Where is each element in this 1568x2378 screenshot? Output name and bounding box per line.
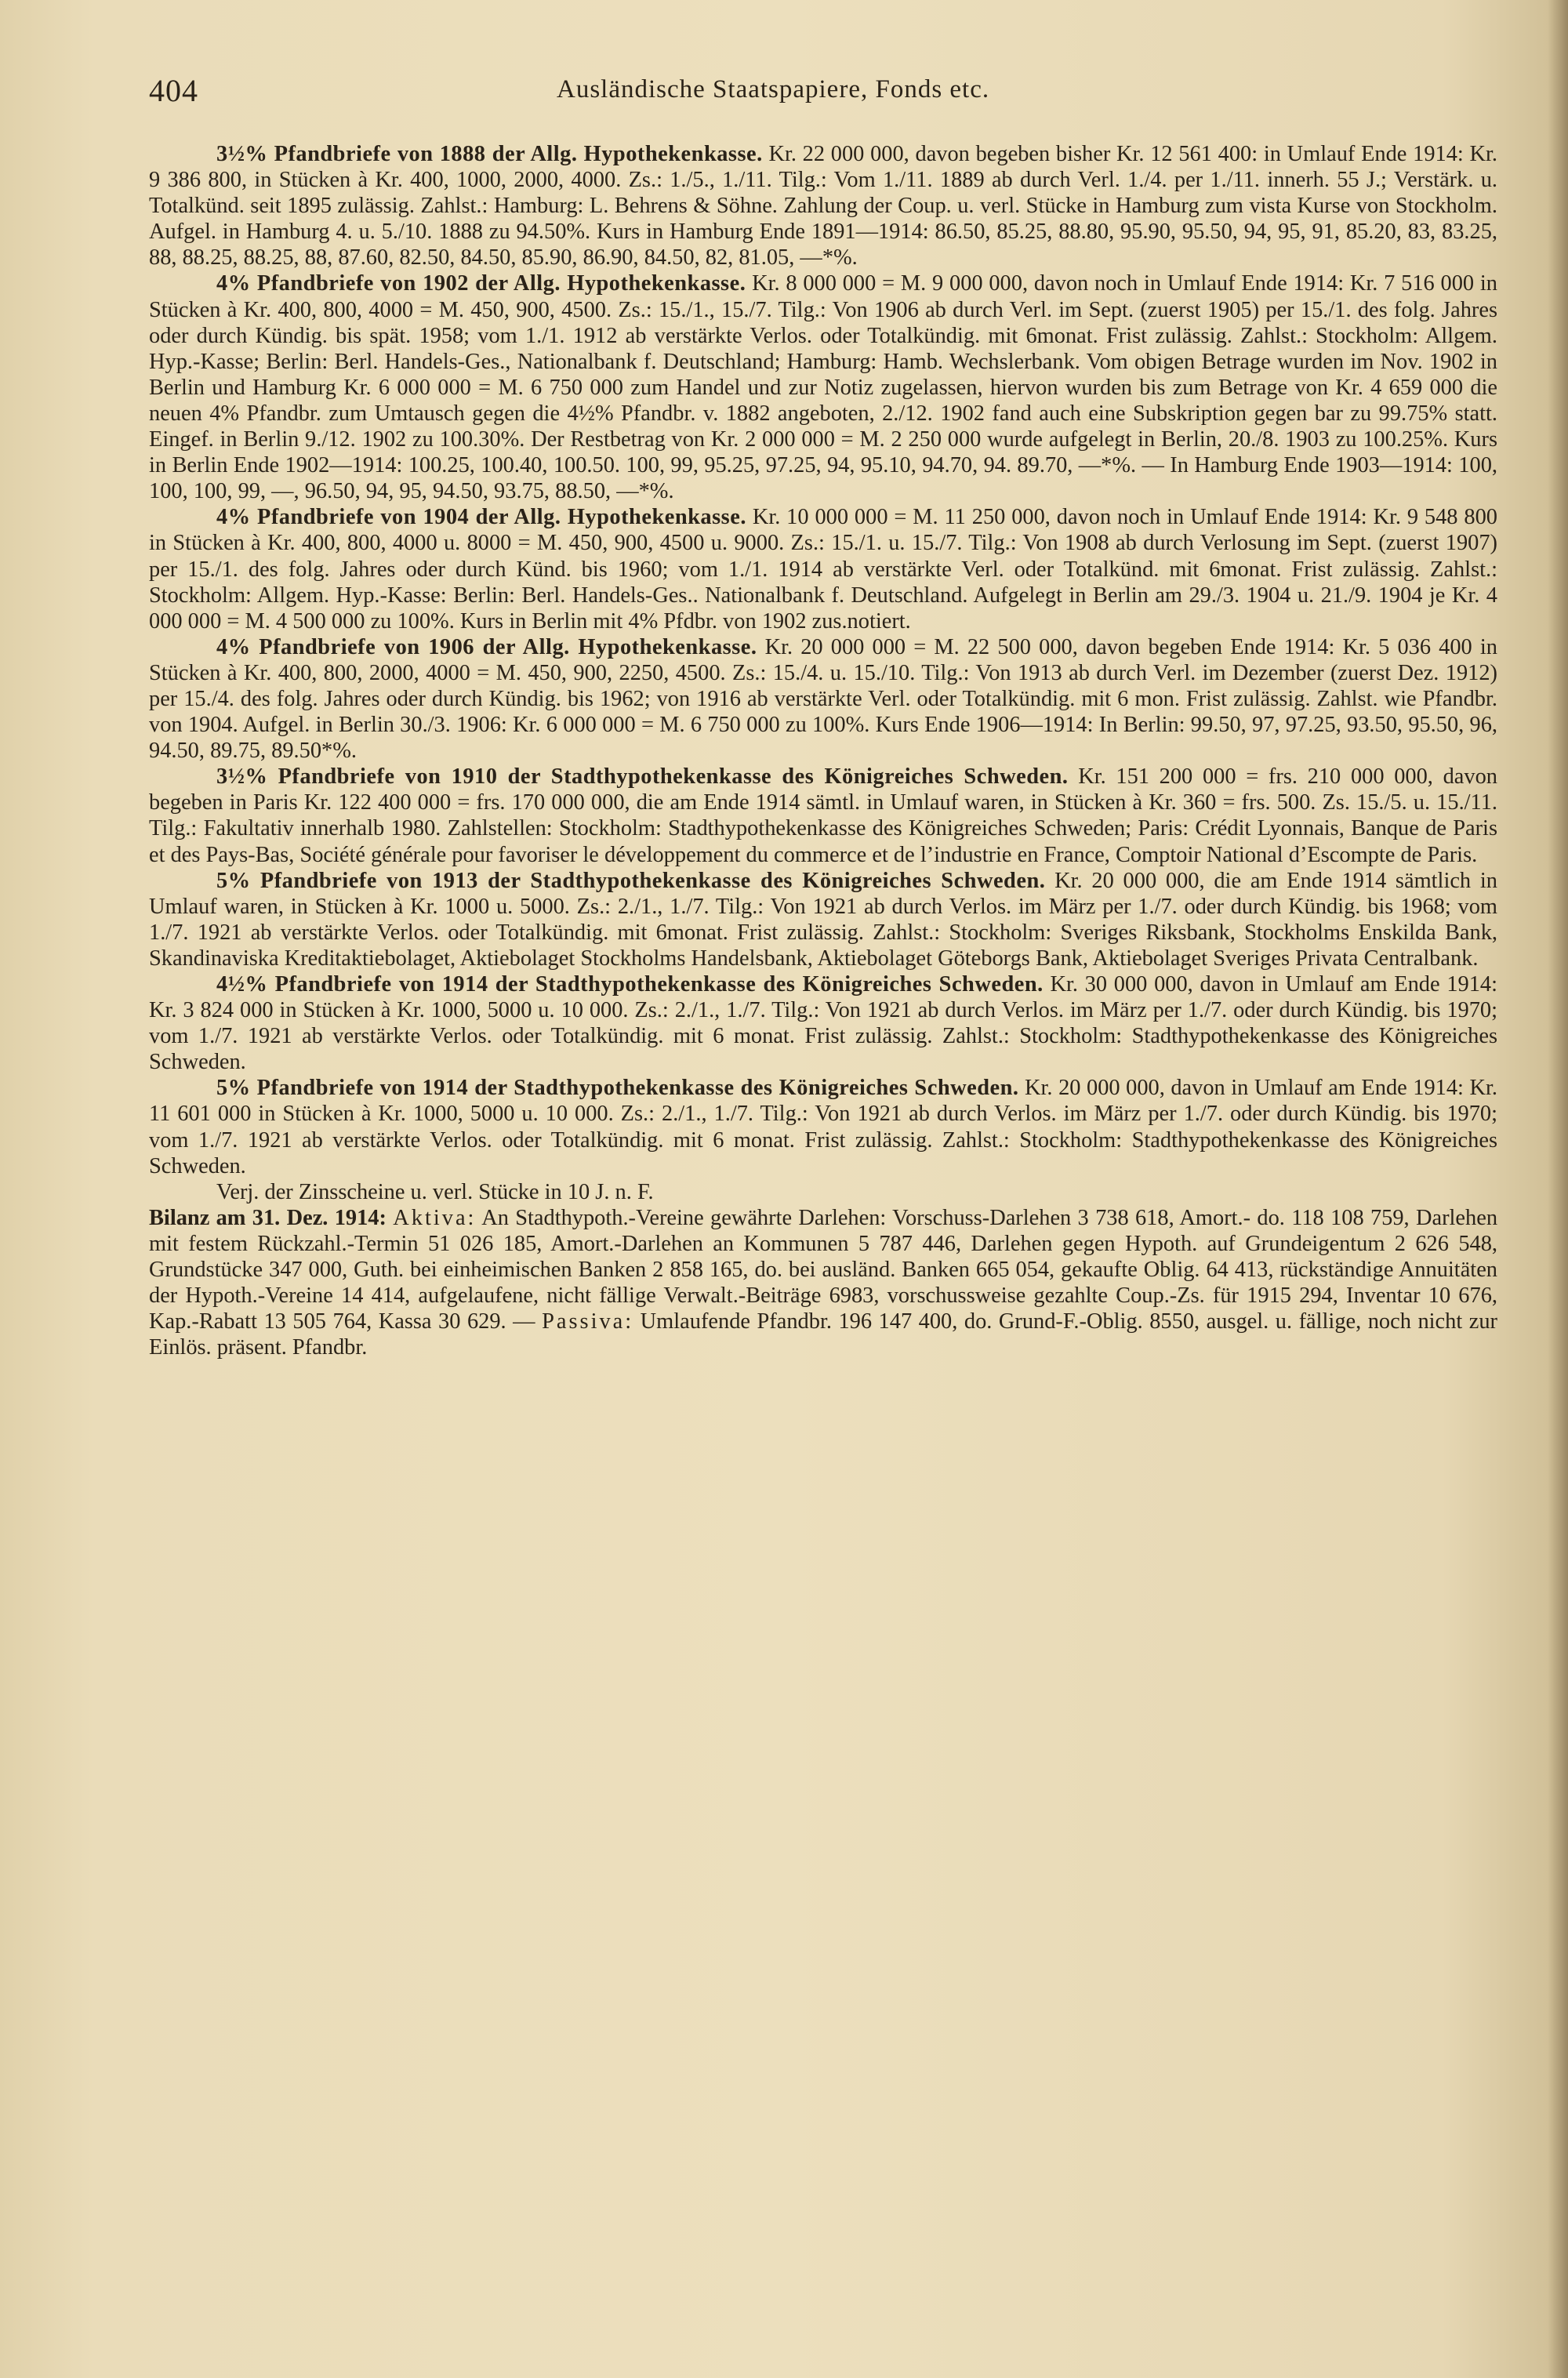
page-edge-shadow (1548, 0, 1568, 2378)
passiva-text: Umlaufende Pfandbr. 196 147 400, do. Grund-F.-Oblig. 8550, ausgel. u. fällige, noch nicht zur Einlös. präsent. Pfandbr. (149, 1309, 1497, 1360)
entry-body: Kr. 20 000 000, die am Ende 1914 sämtlich in Umlauf waren, in Stücken à Kr. 1000 u. 5000. Zs.: 2./1., 1./7. Tilg.: Von 1921 ab durch Verlos. im März per 1./7. oder durch Kündig. bis 1968; vom 1./7. 1921 ab verstärkte Verlos. oder Totalkündig. mit 6monat. Frist zulässig. Zahlst.: Stockholm: Sveriges Riksbank, Stockholms Enskilda Bank, Skandinaviska Kreditaktiebolaget, Aktiebolaget Stockholms Handelsbank, Aktiebolaget Göteborgs Bank, Aktiebolaget Sveriges Privata Centralbank. (149, 868, 1497, 971)
entry-pfandbriefe-1910 (149, 764, 1497, 867)
entry-pfandbriefe-1913 (149, 868, 1497, 971)
entry-title: 3½% Pfandbriefe von 1888 der Allg. Hypothekenkasse. (216, 142, 763, 166)
running-title: Ausländische Staatspapiere, Fonds etc. (557, 75, 990, 103)
entry-body: Kr. 20 000 000, davon in Umlauf am Ende 1914: Kr. 11 601 000 in Stücken à Kr. 1000, 5000 u. 10 000. Zs.: 2./1., 1./7. Tilg.: Von 1921 ab durch Verlos. im März per 1./7. oder durch Kündig. bis 1970; vom 1./7. 1921 ab verstärkte Verlos. oder Totalkündig. mit 6 monat. Frist zulässig. Zahlst.: Stockholm: Stadthypothekenkasse des Königreiches Schweden. (149, 1076, 1497, 1178)
entry-body: Kr. 151 200 000 = frs. 210 000 000, davon begeben in Paris Kr. 122 400 000 = frs. 170 000 000, die am Ende 1914 sämtl. in Umlauf waren, in Stücken à Kr. 360 = frs. 500. Zs. 15./5. u. 15./11. Tilg.: Fakultativ innerhalb 1980. Zahlstellen: Stockholm: Stadthypothekenkasse des Königreiches Schweden; Paris: Crédit Lyonnais, Banque de Paris et des Pays-Bas, Société générale pour favoriser le développement du commerce et de l’industrie en France, Comptoir National d’Escompte de Paris. (149, 764, 1497, 867)
entry-title: 5% Pfandbriefe von 1913 der Stadthypothekenkasse des Königreiches Schweden. (216, 868, 1046, 893)
entry-pfandbriefe-1914-5 (149, 1075, 1497, 1178)
entry-body: Kr. 10 000 000 = M. 11 250 000, davon noch in Umlauf Ende 1914: Kr. 9 548 800 in Stücken à Kr. 400, 800, 4000 u. 8000 = M. 450, 900, 4500 u. 9000. Zs.: 15./1. u. 15./7. Tilg.: Von 1908 ab durch Verlosung im Sept. (zuerst 1907) per 15./1. des folg. Jahres oder durch Künd. bis 1960; vom 1./1. 1914 ab verstärkte Verl. oder Totalkünd. mit 6monat. Frist zulässig. Zahlst.: Stockholm: Allgem. Hyp.-Kasse: Berlin: Berl. Handels-Ges.. Nationalbank f. Deutschland. Aufgelegt in Berlin am 29./3. 1904 u. 21./9. 1904 je Kr. 4 000 000 = M. 4 500 000 zu 100%. Kurs in Berlin mit 4% Pfdbr. von 1902 zus.notiert. (149, 505, 1497, 634)
entry-pfandbriefe-1902 (149, 270, 1497, 504)
bilanz-section (149, 1205, 1497, 1361)
passiva-label: Passiva: (542, 1309, 634, 1334)
entry-pfandbriefe-1888 (149, 141, 1497, 270)
entry-body: Kr. 22 000 000, davon begeben bisher Kr. 12 561 400: in Umlauf Ende 1914: Kr. 9 386 800, in Stücken à Kr. 400, 1000, 2000, 4000. Zs.: 1./5., 1./11. Tilg.: Vom 1./11. 1889 ab durch Verl. 1./4. per 1./11. innerh. 55 J.; Verstärk. u. Totalkünd. seit 1895 zulässig. Zahlst.: Hamburg: L. Behrens & Söhne. Zahlung der Coup. u. verl. Stücke in Hamburg zum vista Kurse von Stockholm. Aufgel. in Hamburg 4. u. 5./10. 1888 zu 94.50%. Kurs in Hamburg Ende 1891—1914: 86.50, 85.25, 88.80, 95.90, 95.50, 94, 95, 91, 85.20, 83, 83.25, 88, 88.25, 88.25, 88, 87.60, 82.50, 84.50, 85.90, 86.90, 84.50, 82, 81.05, —*%. (149, 142, 1498, 270)
entry-body: Kr. 8 000 000 = M. 9 000 000, davon noch in Umlauf Ende 1914: Kr. 7 516 000 in Stücken à Kr. 400, 800, 4000 = M. 450, 900, 4500. Zs.: 15./1., 15./7. Tilg.: Von 1906 ab durch Verl. im Sept. (zuerst 1905) per 15./1. des folg. Jahres oder durch Kündig. bis spät. 1958; vom 1./1. 1912 ab verstärkte Verlos. oder Totalkündig. mit 6monat. Frist zulässig. Zahlst.: Stockholm: Allgem. Hyp.-Kasse; Berlin: Berl. Handels-Ges., Nationalbank f. Deutschland; Hamburg: Hamb. Wechslerbank. Vom obigen Betrage wurden im Nov. 1902 in Berlin und Hamburg Kr. 6 000 000 = M. 6 750 000 zum Handel und zur Notiz zugelassen, hiervon wurden bis zum Betrage von Kr. 4 659 000 die neuen 4% Pfandbr. zum Umtausch gegen die 4½% Pfandbr. v. 1882 angeboten, 2./12. 1902 fand auch eine Subskription gegen bar zu 99.75% statt. Eingef. in Berlin 9./12. 1902 zu 100.30%. Der Restbetrag von Kr. 2 000 000 = M. 2 250 000 wurde aufgelegt in Berlin, 20./8. 1903 zu 100.25%. Kurs in Berlin Ende 1902—1914: 100.25, 100.40, 100.50. 100, 99, 95.25, 97.25, 94, 95.10, 94.70, 94. 89.70, —*%. — In Hamburg Ende 1903—1914: 100, 100, 100, 99, —, 96.50, 94, 95, 94.50, 93.75, 88.50, —*%. (149, 271, 1497, 504)
entry-title: 4½% Pfandbriefe von 1914 der Stadthypothekenkasse des Königreiches Schweden. (216, 972, 1044, 997)
entry-body: Kr. 30 000 000, davon in Umlauf am Ende 1914: Kr. 3 824 000 in Stücken à Kr. 1000, 5000 u. 10 000. Zs.: 2./1., 1./7. Tilg.: Von 1921 ab durch Verlos. im März per 1./7. oder durch Kündig. bis 1970; vom 1./7. 1921 ab verstärkte Verlos. oder Totalkündig. mit 6 monat. Frist zulässig. Zahlst.: Stockholm: Stadthypothekenkasse des Königreiches Schweden. (149, 972, 1497, 1075)
aktiva-label: Aktiva: (393, 1205, 477, 1230)
entry-body: Kr. 20 000 000 = M. 22 500 000, davon begeben Ende 1914: Kr. 5 036 400 in Stücken à Kr. 400, 800, 2000, 4000 = M. 450, 900, 2250, 4500. Zs.: 15./4. u. 15./10. Tilg.: Von 1913 ab durch Verl. im Dezember (zuerst Dez. 1912) per 15./4. des folg. Jahres oder durch Kündig. bis 1962; von 1916 ab verstärkte Verl. oder Totalkündig. mit 6 mon. Frist zulässig. Zahlst. wie Pfandbr. von 1904. Aufgel. in Berlin 30./3. 1906: Kr. 6 000 000 = M. 6 750 000 zu 100%. Kurs Ende 1906—1914: In Berlin: 99.50, 97, 97.25, 93.50, 95.50, 96, 94.50, 89.75, 89.50*%. (149, 634, 1497, 764)
page-content (149, 141, 1497, 1360)
entry-pfandbriefe-1914-4-5 (149, 971, 1497, 1075)
entry-title: 4% Pfandbriefe von 1904 der Allg. Hypothekenkasse. (216, 505, 746, 530)
entry-title: 5% Pfandbriefe von 1914 der Stadthypothekenkasse des Königreiches Schweden. (216, 1076, 1019, 1101)
page-number: 404 (149, 73, 198, 108)
entry-title: 3½% Pfandbriefe von 1910 der Stadthypothekenkasse des Königreiches Schweden. (216, 764, 1069, 790)
entry-pfandbriefe-1906 (149, 634, 1497, 764)
verjaehrung-note: Verj. der Zinsscheine u. verl. Stücke in 10 J. n. F. (216, 1179, 654, 1204)
aktiva-text: An Stadthypoth.-Vereine gewährte Darlehen: Vorschuss-Darlehen 3 738 618, Amort.- do. 118 108 759, Darlehen mit festem Rückzahl.-Termin 51 026 185, Amort.-Darlehen an Kommunen 5 787 446, Darlehen gegen Hypoth. auf Grundeigentum 2 626 548, Grundstücke 347 000, Guth. bei einheimischen Banken 2 858 165, do. bei ausländ. Banken 665 054, gekaufte Oblig. 64 413, rückständige Annuitäten der Hypoth.-Vereine 14 414, aufgelaufene, nicht fällige Verwalt.-Beiträge 6983, vorschussweise gezahlte Coup.-Zs. für 1915 294, Inventar 10 676, Kap.-Rabatt 13 505 764, Kassa 30 629. — (149, 1205, 1498, 1334)
entry-title: 4% Pfandbriefe von 1902 der Allg. Hypothekenkasse. (216, 271, 746, 296)
page-header (149, 72, 1497, 111)
entry-pfandbriefe-1904 (149, 504, 1497, 634)
bilanz-title: Bilanz am 31. Dez. 1914: (149, 1205, 387, 1230)
entry-title: 4% Pfandbriefe von 1906 der Allg. Hypothekenkasse. (216, 634, 757, 659)
